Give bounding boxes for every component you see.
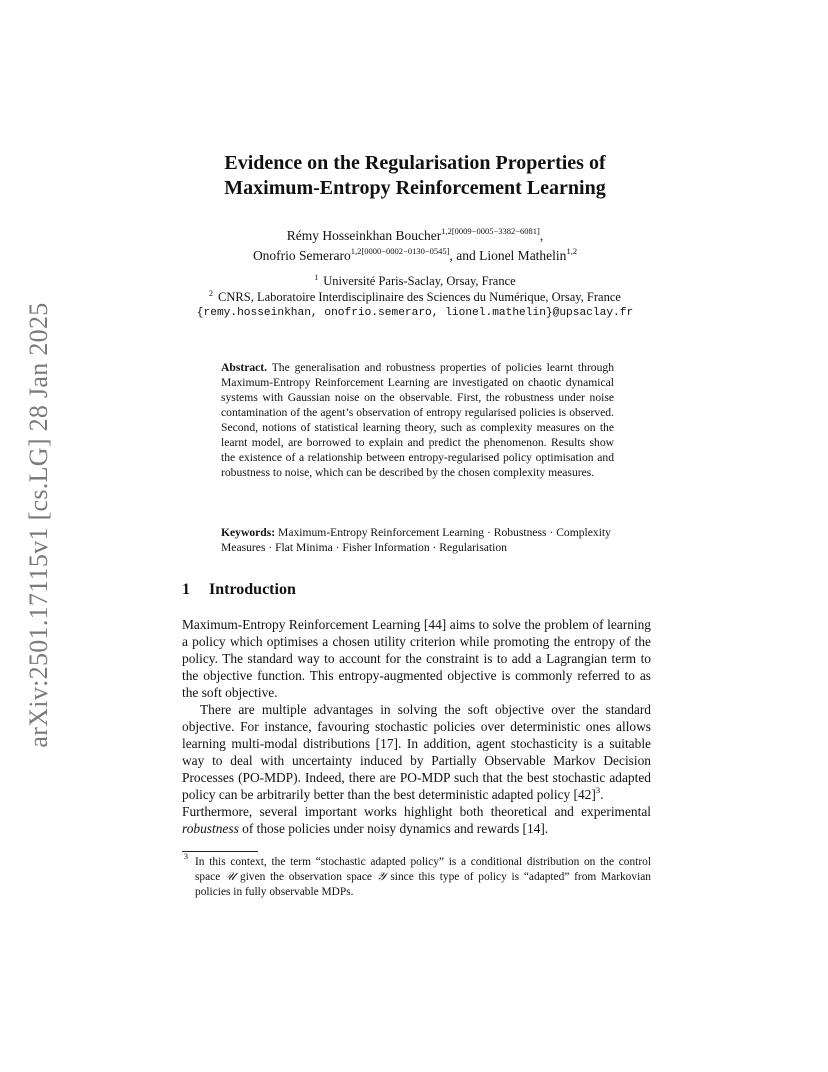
affiliation-2-mark: 2 (209, 289, 214, 298)
paragraph-2-end: . (600, 787, 604, 802)
title-line-2: Maximum-Entropy Reinforcement Learning (224, 177, 606, 199)
author-3-name: , and Lionel Mathelin (449, 248, 567, 263)
section-number: 1 (182, 581, 190, 598)
author-block (160, 226, 670, 266)
control-space-symbol: 𝒰 (225, 871, 236, 883)
title-line-1: Evidence on the Regularisation Properties of (224, 152, 606, 174)
footnote-text-3: since this type of policy is “adapted” from Markovian policies in fully observable MDPs. (195, 871, 651, 898)
section-heading (182, 581, 296, 599)
footnote-text-2: given the observation space (235, 871, 377, 883)
paragraph-3-emphasis: robustness (182, 821, 239, 836)
affiliation-1 (160, 273, 670, 289)
author-line-2 (160, 246, 670, 266)
paper-title (160, 151, 670, 201)
arxiv-watermark (14, 290, 64, 760)
author-3-affiliation: 1,2 (566, 246, 578, 256)
affiliation-1-text: Université Paris-Saclay, Orsay, France (323, 274, 516, 288)
affiliation-1-mark: 1 (314, 273, 319, 282)
author-1-affiliation: 1,2 (441, 226, 452, 236)
keywords-label: Keywords: (221, 526, 276, 539)
author-2-orcid: [0000−0002−0130−0545] (361, 246, 450, 256)
footnote: 3 In this context, the term “stochastic adapted policy” is a conditional distribution on the control space 𝒰 given the observation space 𝒴 since this type of policy is “adapted” from Markovian policies in fully observable MDPs. (184, 852, 651, 898)
author-line-1: Rémy Hosseinkhan Boucher$^{1,2[0009-0005-3382-6081]}$, (286, 226, 544, 243)
footnote-text-1: In this context, the term “stochastic adapted policy” is a conditional distribution on the control space (195, 856, 651, 883)
author-1-orcid: [0009−0005−3382−6081] (451, 226, 540, 236)
paragraph-3-end: of those policies under noisy dynamics and rewards [14]. (238, 821, 549, 836)
paragraph-2-text: There are multiple advantages in solving the soft objective over the standard objective. For instance, favouring stochastic policies over deterministic ones allows learning multi-modal distributions [17]. In addition, agent stochasticity is a suitable way to deal with uncertainty induced by Partially Observable Markov Decision Processes (PO-MDP). Indeed, there are PO-MDP such that the best stochastic adapted policy can be arbitrarily better than the best deterministic adapted policy [42] (182, 702, 651, 802)
affiliations (160, 273, 670, 321)
arxiv-identifier: arXiv:2501.17115v1 [cs.LG] 28 Jan 2025 (24, 302, 53, 748)
body-text (182, 616, 651, 837)
author-emails: {remy.hosseinkhan, onofrio.semeraro, lionel.mathelin}@upsaclay.fr (196, 307, 634, 319)
paragraph-3 (182, 803, 651, 837)
keywords (221, 525, 621, 555)
observation-space-symbol: 𝒴 (376, 871, 386, 883)
paragraph-1: Maximum-Entropy Reinforcement Learning [44] aims to solve the problem of learning a policy which optimises a chosen utility criterion while promoting the entropy of the policy. The standard way to account for the constraint is to add a Lagrangian term to the objective function. This entropy-augmented objective is commonly referred to as the soft objective. (182, 617, 651, 700)
paragraph-3-start: Furthermore, several important works highlight both theoretical and experimental (182, 804, 651, 819)
abstract-label: Abstract. (221, 361, 268, 374)
author-2-name: Onofrio Semeraro (252, 248, 351, 263)
author-1-name: Rémy Hosseinkhan Boucher (286, 228, 442, 243)
keywords-text: Maximum-Entropy Reinforcement Learning · Robustness · Complexity Measures · Flat Minima · Fisher Information · Regularisation (221, 526, 611, 554)
paragraph-2 (182, 701, 651, 803)
footnote-rule (182, 851, 258, 852)
author-2-affiliation: 1,2 (350, 246, 362, 256)
abstract (221, 360, 614, 480)
footnote-reference: 3 (595, 785, 601, 795)
affiliation-2-text: CNRS, Laboratoire Interdisciplinaire des Sciences du Numérique, Orsay, France (218, 290, 621, 304)
section-title: Introduction (209, 581, 296, 598)
affiliation-2 (160, 289, 670, 305)
abstract-text: The generalisation and robustness properties of policies learnt through Maximum-Entropy Reinforcement Learning are investigated on chaotic dynamical systems with Gaussian noise on the observable. First, the robustness under noise contamination of the agent’s observation of entropy regularised policies is observed. Second, notions of statistical learning theory, such as complexity measures on the learnt model, are borrowed to explain and predict the phenomenon. Results show the existence of a relationship between entropy-regularised policy optimisation and robustness to noise, which can be described by the chosen complexity measures. (221, 361, 614, 479)
